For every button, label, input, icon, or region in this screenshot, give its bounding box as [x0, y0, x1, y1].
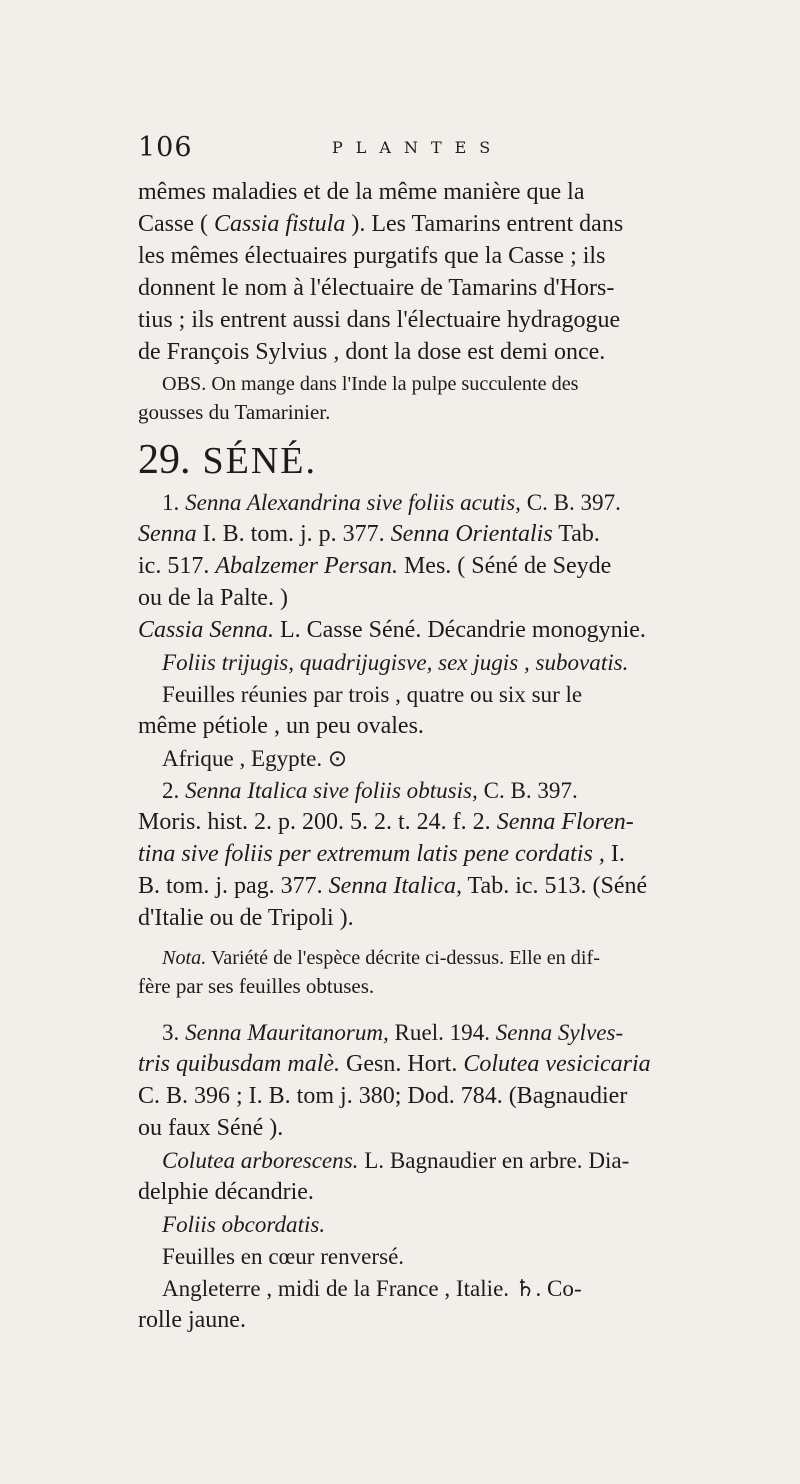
text-span: ic. 517. [138, 553, 216, 579]
text-line [138, 584, 758, 612]
text-line [138, 744, 782, 772]
text-line [138, 274, 758, 302]
italic-span: Senna Floren- [496, 809, 634, 835]
text-line [138, 680, 782, 708]
text-line [138, 242, 758, 270]
text-span: Casse ( [138, 211, 214, 237]
text-span: Tab. [552, 521, 600, 547]
text-line [138, 552, 758, 580]
text-line [138, 808, 758, 836]
text-span: Mes. ( Séné de Seyde [397, 553, 612, 579]
running-title: PLANTES [332, 138, 504, 157]
section-title: SÉNÉ. [202, 440, 317, 482]
italic-span: Cassia fistula [213, 211, 346, 237]
text-span: les mêmes électuaires purgatifs que la Casse ; ils [138, 243, 606, 269]
text-span: Feuilles réunies par trois , quatre ou six sur le [162, 681, 583, 707]
text-line [138, 1242, 782, 1270]
italic-span: Senna Italica, [328, 873, 462, 899]
italic-span: Nota. [162, 947, 207, 969]
italic-span: tris quibusdam malè. [138, 1051, 341, 1077]
text-span: Ruel. 194. [388, 1019, 496, 1045]
text-span: tius ; ils entrent aussi dans l'électuaire hydragogue [138, 307, 621, 333]
text-line [138, 338, 758, 366]
text-line [138, 648, 782, 676]
italic-span: Senna Mauritanorum, [185, 1019, 389, 1045]
text-line [138, 1210, 782, 1238]
text-span: B. tom. j. pag. 377. [138, 873, 329, 899]
text-line [138, 904, 758, 932]
italic-span: Colutea vesicicaria [463, 1051, 651, 1077]
text-span: I. B. tom. j. p. 377. [196, 521, 391, 547]
section-heading [138, 436, 317, 484]
text-span: ou de la Palte. ) [138, 585, 288, 611]
text-line [138, 1114, 758, 1142]
text-line [138, 488, 782, 516]
text-span: C. B. 397. [477, 777, 578, 803]
text-span: Feuilles en cœur renversé. [162, 1243, 405, 1269]
italic-span: Abalzemer Persan. [215, 553, 398, 579]
text-line [138, 1082, 758, 1110]
text-span: gousses du Tamarinier. [138, 400, 331, 424]
text-span: ). Les Tamarins entrent dans [345, 211, 624, 237]
text-span: OBS. On mange dans l'Inde la pulpe succulente des [162, 373, 579, 395]
text-line [138, 712, 758, 740]
text-span: rolle jaune. [138, 1307, 246, 1333]
text-span: 1. [162, 489, 186, 515]
text-span: L. Casse Séné. Décandrie monogynie. [274, 617, 646, 643]
italic-span: Senna Sylves- [495, 1019, 624, 1045]
text-span: donnent le nom à l'électuaire de Tamarins d'Hors- [138, 275, 615, 301]
page-number: 106 [138, 132, 193, 163]
text-line [138, 972, 758, 1000]
text-line [138, 944, 782, 972]
italic-span: Senna Alexandrina sive foliis acutis, [185, 489, 521, 515]
text-span: Afrique , Egypte. ⊙ [162, 745, 348, 771]
text-span: delphie décandrie. [138, 1179, 314, 1205]
italic-span: Senna Orientalis [390, 521, 553, 547]
text-line [138, 398, 758, 426]
text-line [138, 1146, 782, 1174]
text-span: Moris. hist. 2. p. 200. 5. 2. t. 24. f. 2. [138, 809, 497, 835]
text-span: ou faux Séné ). [138, 1115, 284, 1141]
italic-span: Foliis trijugis, quadrijugisve, sex jugis , subovatis. [162, 649, 629, 675]
text-line [138, 370, 782, 398]
text-span: même pétiole , un peu ovales. [138, 713, 424, 739]
text-span: I. [604, 841, 625, 867]
page-header [138, 132, 758, 172]
text-span: C. B. 397. [520, 489, 621, 515]
italic-span: Colutea arborescens. [162, 1147, 359, 1173]
text-span: Variété de l'espèce décrite ci-dessus. Elle en dif- [206, 947, 600, 969]
text-line [138, 306, 758, 334]
text-line [138, 210, 758, 238]
text-line [138, 1050, 758, 1078]
text-span: 2. [162, 777, 186, 803]
text-span: 3. [162, 1019, 186, 1045]
italic-span: Foliis obcordatis. [162, 1211, 326, 1237]
text-line [138, 1306, 758, 1334]
italic-span: Senna Italica sive foliis obtusis, [185, 777, 478, 803]
italic-span: tina sive foliis per extremum latis pene cordatis , [138, 841, 605, 867]
text-line [138, 1178, 758, 1206]
italic-span: Senna [138, 521, 197, 547]
text-span: Angleterre , midi de la France , Italie. ♄. Co- [162, 1275, 582, 1301]
text-span: mêmes maladies et de la même manière que la [138, 179, 585, 205]
text-line [138, 872, 758, 900]
text-line [138, 1274, 782, 1302]
text-line [138, 1018, 782, 1046]
text-line [138, 840, 758, 868]
text-span: de François Sylvius , dont la dose est demi once. [138, 339, 606, 365]
text-span: L. Bagnaudier en arbre. Dia- [358, 1147, 630, 1173]
text-line [138, 776, 782, 804]
section-number: 29. [138, 437, 191, 483]
text-span: fère par ses feuilles obtuses. [138, 974, 375, 998]
text-span: Tab. ic. 513. (Séné [461, 873, 648, 899]
text-span: C. B. 396 ; I. B. tom j. 380; Dod. 784. (Bagnaudier [138, 1083, 628, 1109]
italic-span: Cassia Senna. [138, 617, 275, 643]
text-span: Gesn. Hort. [340, 1051, 464, 1077]
text-span: d'Italie ou de Tripoli ). [138, 905, 354, 931]
text-line [138, 178, 758, 206]
text-line [138, 520, 758, 548]
text-line [138, 616, 758, 644]
